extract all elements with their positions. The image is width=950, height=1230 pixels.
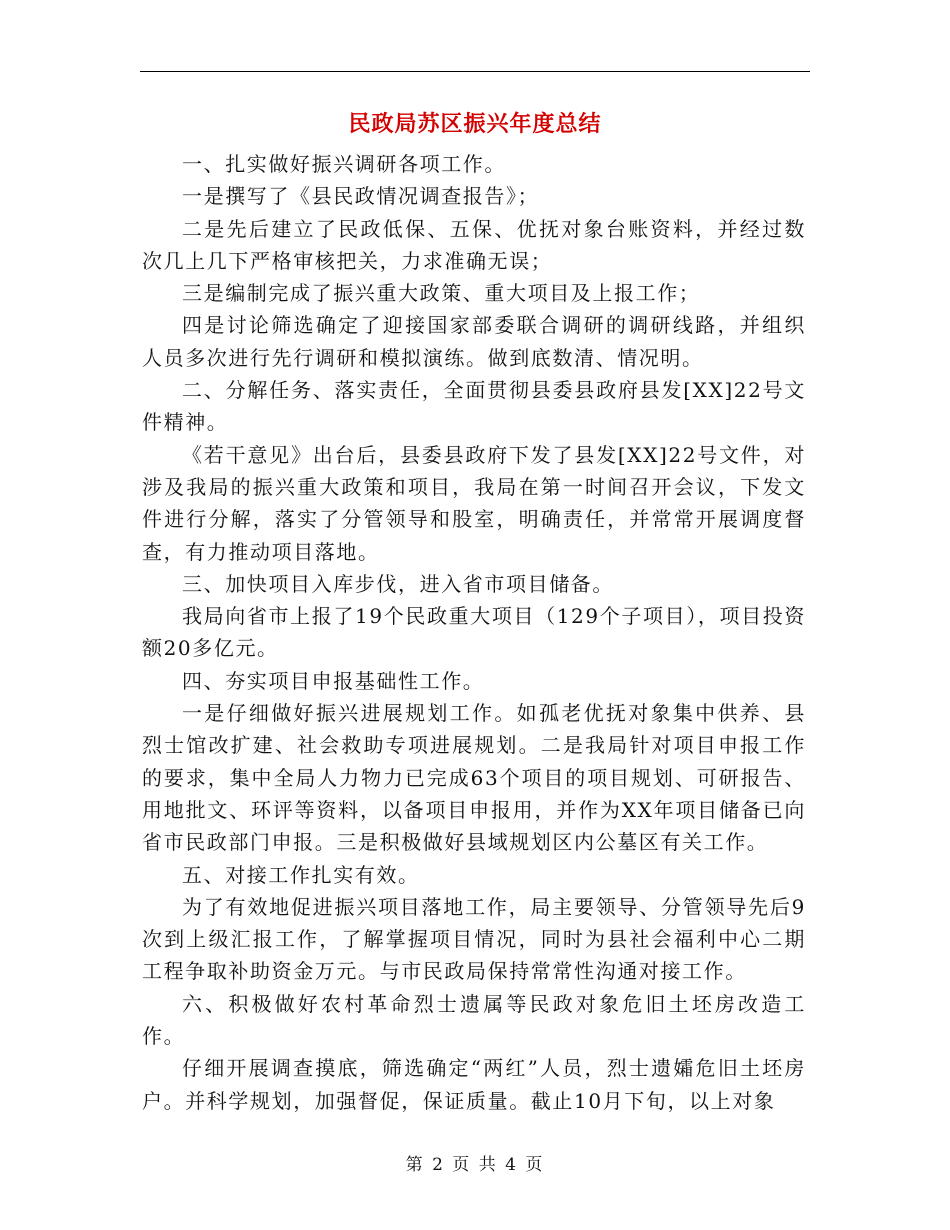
paragraph: 三是编制完成了振兴重大政策、重大项目及上报工作； <box>182 281 701 306</box>
paragraph: 一、扎实做好振兴调研各项工作。 <box>182 152 506 176</box>
paragraph: 三、加快项目入库步伐，进入省市项目储备。 <box>182 571 614 596</box>
document-title: 民政局苏区振兴年度总结 <box>348 112 602 137</box>
paragraph: 五、对接工作扎实有效。 <box>182 862 420 887</box>
paragraph: 仔细开展调查摸底，筛选确定“两红”人员，烈士遗孀危旧土坯房户。并科学规划，加强督促，保证质量。截止10月下旬，以上对象 <box>142 1056 806 1113</box>
page-number-footer: 第 2 页 共 4 页 <box>405 1155 545 1175</box>
header-rule <box>140 71 810 72</box>
paragraph: 六、积极做好农村革命烈士遗属等民政对象危旧土坯房改造工作。 <box>142 991 806 1049</box>
paragraph: 四是讨论筛选确定了迎接国家部委联合调研的调研线路，并组织人员多次进行先行调研和模拟演练。做到底数清、情况明。 <box>142 313 806 370</box>
paragraph: 我局向省市上报了19个民政重大项目（129个子项目），项目投资额20多亿元。 <box>142 604 806 661</box>
paragraph: 二、分解任务、落实责任，全面贯彻县委县政府县发[XX]22号文件精神。 <box>142 378 806 435</box>
paragraph: 为了有效地促进振兴项目落地工作，局主要领导、分管领导先后9次到上级汇报工作，了解掌握项目情况，同时为县社会福利中心二期工程争取补助资金万元。与市民政局保持常常性沟通对接工作。 <box>142 894 806 984</box>
paragraph: 四、夯实项目申报基础性工作。 <box>182 668 485 693</box>
paragraph: 一是仔细做好振兴进展规划工作。如孤老优抚对象集中供养、县烈士馆改扩建、社会救助专项进展规划。二是我局针对项目申报工作的要求，集中全局人力物力已完成63个项目的项目规划、可研报告、用地批文、环评等资料，以备项目申报用，并作为XX年项目储备已向省市民政部门申报。三是积极做好县域规划区内公墓区有关工作。 <box>142 701 806 855</box>
document-body <box>142 148 806 1117</box>
paragraph: 二是先后建立了民政低保、五保、优抚对象台账资料，并经过数次几上几下严格审核把关，力求准确无误； <box>142 216 806 273</box>
paragraph: 《若干意见》出台后，县委县政府下发了县发[XX]22号文件，对涉及我局的振兴重大政策和项目，我局在第一时间召开会议，下发文件进行分解，落实了分管领导和股室，明确责任，并常常开展调度督查，有力推动项目落地。 <box>142 442 806 564</box>
paragraph: 一是撰写了《县民政情况调查报告》； <box>182 184 540 209</box>
